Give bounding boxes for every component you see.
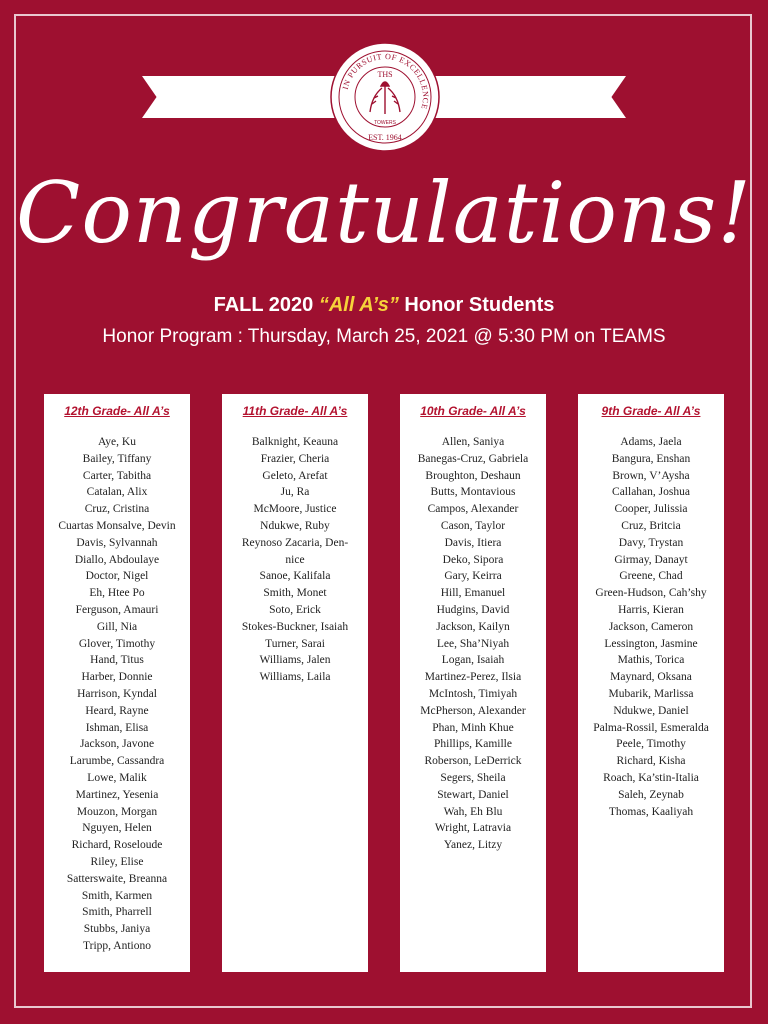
student-name: Harber, Donnie xyxy=(81,671,153,684)
name-list xyxy=(222,434,368,686)
student-name: Lowe, Malik xyxy=(87,771,147,784)
student-name: Nguyen, Helen xyxy=(82,822,152,835)
ribbon-left xyxy=(142,76,350,118)
student-name: Wah, Eh Blu xyxy=(443,805,503,818)
student-name: Peele, Timothy xyxy=(616,738,686,751)
student-name: Stubbs, Janiya xyxy=(83,923,151,936)
student-name: Maynard, Oksana xyxy=(610,671,692,684)
ribbon-right xyxy=(418,76,626,118)
student-name: nice xyxy=(285,553,305,566)
student-name: Roberson, LeDerrick xyxy=(424,755,522,768)
student-name: Jackson, Kailyn xyxy=(436,620,510,633)
student-name: Eh, Htee Po xyxy=(89,587,145,600)
column-title: 11th Grade- All A’s xyxy=(242,404,348,418)
student-name: Ndukwe, Ruby xyxy=(260,519,330,532)
student-name: Aye, Ku xyxy=(98,436,136,448)
student-name: Greene, Chad xyxy=(619,570,683,583)
column-title: 9th Grade- All A’s xyxy=(601,404,701,418)
student-name: Mouzon, Morgan xyxy=(76,805,158,818)
student-name: Logan, Isaiah xyxy=(441,654,505,667)
student-name: Wright, Latravia xyxy=(434,822,512,835)
student-name: Mathis, Torica xyxy=(617,654,685,667)
student-name: Thomas, Kaaliyah xyxy=(608,805,694,818)
student-name: Sanoe, Kalifala xyxy=(259,570,331,583)
student-name: Yanez, Litzy xyxy=(443,839,503,852)
grade-12-column xyxy=(44,394,190,972)
student-name: Carter, Tabitha xyxy=(82,469,152,482)
student-name: Lessington, Jasmine xyxy=(604,637,698,650)
student-name: Smith, Pharrell xyxy=(82,906,152,919)
student-name: Campos, Alexander xyxy=(427,503,519,516)
student-name: Richard, Roseloude xyxy=(71,839,163,852)
student-name: Martinez, Yesenia xyxy=(75,788,159,801)
student-name: Harrison, Kyndal xyxy=(77,687,157,700)
honor-subtitle xyxy=(0,294,768,317)
student-name: Davis, Sylvannah xyxy=(76,536,158,549)
student-name: Hand, Titus xyxy=(90,654,144,667)
student-name: Deko, Sipora xyxy=(442,553,504,566)
student-name: Ndukwe, Daniel xyxy=(613,704,689,717)
student-name: Lee, Sha’Niyah xyxy=(436,637,510,650)
congratulations-heading: Congratulations! xyxy=(16,164,752,262)
student-name: Satterswaite, Breanna xyxy=(66,872,168,885)
student-name: Ferguson, Amauri xyxy=(75,603,159,616)
student-name: Allen, Saniya xyxy=(441,436,505,448)
student-name: Stewart, Daniel xyxy=(437,788,509,801)
subtitle-highlight: “All A’s” xyxy=(318,294,399,316)
student-name: Phan, Minh Khue xyxy=(432,721,514,734)
student-name: Cason, Taylor xyxy=(440,519,506,532)
student-name: McIntosh, Timiyah xyxy=(428,687,518,700)
student-name: Banegas-Cruz, Gabriela xyxy=(417,452,529,465)
student-name: Diallo, Abdoulaye xyxy=(74,553,160,566)
subtitle-suffix: Honor Students xyxy=(398,294,555,316)
name-list xyxy=(44,434,190,955)
student-name: Riley, Elise xyxy=(90,855,144,868)
seal-initials: THS xyxy=(377,70,393,79)
student-name: Gill, Nia xyxy=(96,620,138,633)
student-name: Jackson, Cameron xyxy=(608,620,694,633)
student-name: Hill, Emanuel xyxy=(440,587,506,600)
student-name: Williams, Jalen xyxy=(259,654,331,667)
student-name: Green-Hudson, Cah’shy xyxy=(595,587,707,600)
student-name: Gary, Keirra xyxy=(444,570,502,583)
student-name: Roach, Ka’stin-Italia xyxy=(603,771,699,784)
student-name: Broughton, Deshaun xyxy=(425,469,521,482)
student-name: Williams, Laila xyxy=(259,671,331,684)
honor-program-line: Honor Program : Thursday, March 25, 2021 @ 5:30 PM on TEAMS xyxy=(102,326,666,347)
student-name: Hudgins, David xyxy=(436,603,510,616)
student-name: Cruz, Cristina xyxy=(84,503,150,516)
school-seal xyxy=(330,42,440,152)
student-name: Turner, Sarai xyxy=(265,637,325,650)
student-name: Harris, Kieran xyxy=(618,603,684,616)
student-name: Ishman, Elisa xyxy=(85,721,149,734)
student-name: Catalan, Alix xyxy=(86,486,148,499)
student-name: Larumbe, Cassandra xyxy=(69,755,165,768)
student-name: Geleto, Arefat xyxy=(262,469,328,482)
student-name: Reynoso Zacaria, Den- xyxy=(241,536,349,549)
student-name: Ju, Ra xyxy=(280,486,310,499)
student-name: Callahan, Joshua xyxy=(612,486,690,499)
seal-est: EST. 1964 xyxy=(368,133,402,142)
student-name: Phillips, Kamille xyxy=(434,738,512,751)
student-name: Smith, Karmen xyxy=(81,889,153,902)
student-name: Glover, Timothy xyxy=(78,637,156,650)
student-name: Cuartas Monsalve, Devin xyxy=(58,519,176,532)
student-name: Doctor, Nigel xyxy=(85,570,149,583)
student-name: Palma-Rossil, Esmeralda xyxy=(593,721,709,734)
column-title: 12th Grade- All A’s xyxy=(64,404,170,418)
student-name: Girmay, Danayt xyxy=(614,553,688,566)
student-name: Richard, Kisha xyxy=(616,755,686,768)
column-title: 10th Grade- All A’s xyxy=(420,404,526,418)
student-name: Balknight, Keauna xyxy=(251,436,339,448)
student-name: Adams, Jaela xyxy=(620,436,682,448)
student-name: Bailey, Tiffany xyxy=(82,452,152,465)
student-name: McPherson, Alexander xyxy=(420,704,526,717)
student-name: Segers, Sheila xyxy=(440,771,506,784)
seal-ring-text: IN PURSUIT OF EXCELLENCE xyxy=(340,51,431,111)
student-name: Tripp, Antiono xyxy=(83,939,151,952)
student-name: Saleh, Zeynab xyxy=(618,788,684,801)
grade-11-column xyxy=(222,394,368,972)
name-list xyxy=(400,434,546,854)
student-name: Butts, Montavious xyxy=(430,486,516,499)
student-name: Frazier, Cheria xyxy=(260,452,330,465)
grade-9-column xyxy=(578,394,724,972)
student-name: Heard, Rayne xyxy=(85,704,149,717)
student-name: Martinez-Perez, Ilsia xyxy=(424,671,522,684)
student-name: Davis, Itiera xyxy=(444,536,502,549)
student-name: Smith, Monet xyxy=(263,587,327,600)
name-list xyxy=(578,434,724,820)
student-name: Cruz, Britcia xyxy=(621,519,681,532)
student-name: Bangura, Enshan xyxy=(611,452,691,465)
student-name: Stokes-Buckner, Isaiah xyxy=(241,620,349,633)
seal-school: TOWERS xyxy=(374,120,396,126)
student-name: Cooper, Julissia xyxy=(614,503,688,516)
student-name: Jackson, Javone xyxy=(79,738,155,751)
student-name: McMoore, Justice xyxy=(253,503,337,516)
student-name: Soto, Erick xyxy=(269,603,321,616)
student-name: Davy, Trystan xyxy=(618,536,684,549)
student-name: Brown, V’Aysha xyxy=(612,469,690,482)
student-name: Mubarik, Marlissa xyxy=(608,687,694,700)
grade-10-column xyxy=(400,394,546,972)
subtitle-prefix: FALL 2020 xyxy=(213,294,319,316)
